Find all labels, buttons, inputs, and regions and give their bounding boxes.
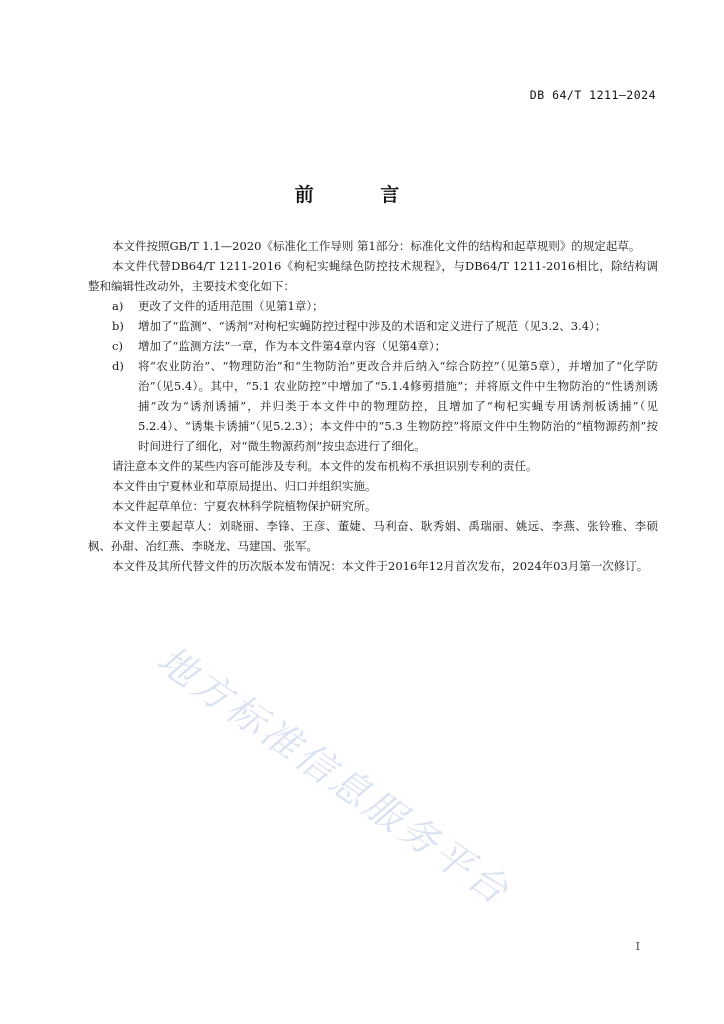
paragraph-version-history: 本文件及其所代替文件的历次版本发布情况：本文件于2016年12月首次发布，2024年03月第一次修订。	[112, 559, 649, 573]
list-item-label: c)	[112, 339, 123, 353]
list-item	[88, 316, 658, 336]
paragraph-patent-notice: 请注意本文件的某些内容可能涉及专利。本文件的发布机构不承担识别专利的责任。	[112, 459, 538, 473]
paragraph-drafters: 本文件主要起草人：刘晓丽、李锋、王彦、董婕、马利奋、耿秀娟、禹瑞丽、姚远、李燕、张铃雅、李硕枫、孙甜、冶红燕、李晓龙、马建国、张军。	[88, 519, 658, 553]
list-item-text: 增加了“监测”、“诱剂”对枸杞实蝇防控过程中涉及的术语和定义进行了规范（见3.2、3.4）；	[138, 319, 607, 333]
paragraph-drafting-unit: 本文件起草单位：宁夏农林科学院植物保护研究所。	[112, 499, 377, 513]
list-item-label: d)	[112, 359, 124, 373]
watermark: 地方标准信息服务平台	[149, 637, 519, 915]
standard-code: DB 64/T 1211—2024	[529, 88, 656, 102]
paragraph-drafting-basis: 本文件按照GB/T 1.1—2020《标准化工作导则 第1部分：标准化文件的结构和起草规则》的规定起草。	[112, 239, 641, 253]
paragraph-replacement: 本文件代替DB64/T 1211-2016《枸杞实蝇绿色防控技术规程》，与DB64/T 1211-2016相比，除结构调整和编辑性改动外，主要技术变化如下：	[88, 259, 658, 293]
changes-list	[88, 296, 658, 456]
list-item-text: 增加了“监测方法”一章，作为本文件第4章内容（见第4章）；	[138, 339, 447, 353]
list-item-text: 将“农业防治”、“物理防治”和“生物防治”更改合并后纳入“综合防控”（见第5章），并增加了“化学防治”（见5.4）。其中，“5.1 农业防控”中增加了“5.1.4修剪措施”；并将原文件中生物防治的“性诱剂诱捕”改为“诱剂诱捕”，并归类于本文件中的物理防控，且增加了“枸杞实蝇专用诱剂板诱捕”（见5.2.4）、“诱集卡诱捕”（见5.2.3）；本文件中的“5.3 生物防控”将原文件中生物防治的“植物源药剂”按时间进行了细化，对“微生物源药剂”按虫态进行了细化。	[138, 359, 658, 453]
page-number: I	[635, 940, 640, 953]
list-item-label: a)	[112, 299, 124, 313]
list-item	[88, 356, 658, 456]
page-title: 前 言	[294, 184, 430, 206]
list-item	[88, 296, 658, 316]
list-item-label: b)	[112, 319, 124, 333]
list-item-text: 更改了文件的适用范围（见第1章）；	[138, 299, 324, 313]
paragraph-proposer: 本文件由宁夏林业和草原局提出、归口并组织实施。	[112, 479, 377, 493]
preface-body	[88, 236, 658, 576]
list-item	[88, 336, 658, 356]
